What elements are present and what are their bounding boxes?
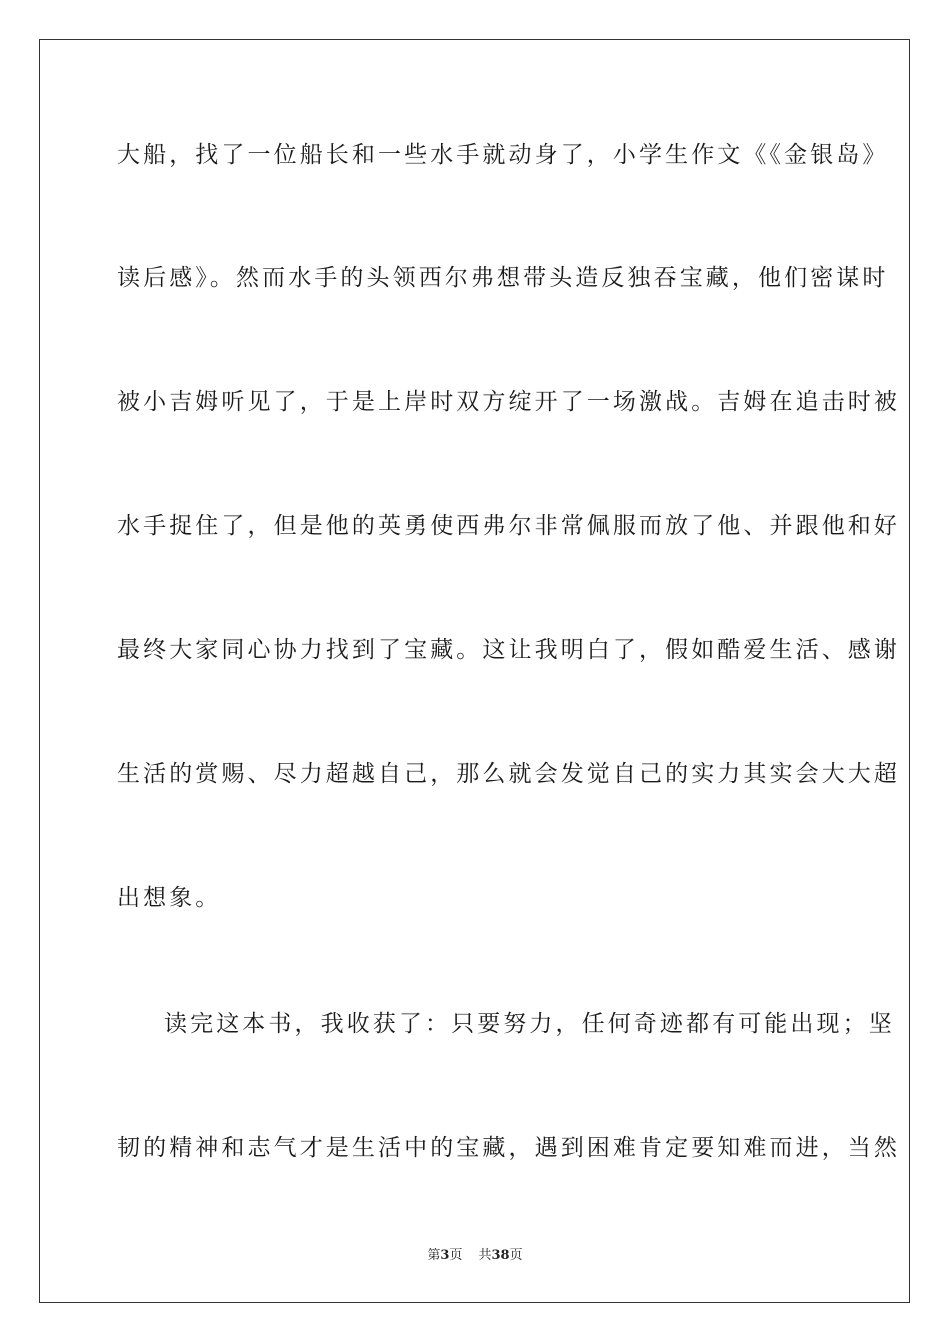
body-text-line-4: 水手捉住了，但是他的英勇使西弗尔非常佩服而放了他、并跟他和好 xyxy=(117,513,900,539)
body-text-line-7: 出想象。 xyxy=(117,885,222,911)
body-text-line-5: 最终大家同心协力找到了宝藏。这让我明白了，假如酷爱生活、感谢 xyxy=(117,637,900,663)
footer-total-pages: 38 xyxy=(491,1248,510,1263)
body-text-line-2: 读后感》。然而水手的头领西尔弗想带头造反独吞宝藏，他们密谋时 xyxy=(117,265,889,291)
page-footer xyxy=(0,1248,950,1264)
body-text-line-8: 读完这本书，我收获了：只要努力，任何奇迹都有可能出现；坚 xyxy=(164,1011,895,1037)
footer-current-page: 3 xyxy=(440,1248,450,1263)
body-text-line-6: 生活的赏赐、尽力超越自己，那么就会发觉自己的实力其实会大大超 xyxy=(117,761,900,787)
footer-total-suffix: 页 xyxy=(509,1248,523,1263)
footer-page-suffix: 页 xyxy=(449,1248,463,1263)
body-text-line-1: 大船，找了一位船长和一些水手就动身了，小学生作文《《金银岛》 xyxy=(117,142,889,168)
footer-page-prefix: 第 xyxy=(427,1248,441,1263)
footer-total-prefix: 共 xyxy=(478,1248,492,1263)
body-text-line-3: 被小吉姆听见了，于是上岸时双方绽开了一场激战。吉姆在追击时被 xyxy=(117,389,900,415)
body-text-line-9: 韧的精神和志气才是生活中的宝藏，遇到困难肯定要知难而进，当然 xyxy=(117,1135,900,1161)
page-border xyxy=(39,39,910,1303)
